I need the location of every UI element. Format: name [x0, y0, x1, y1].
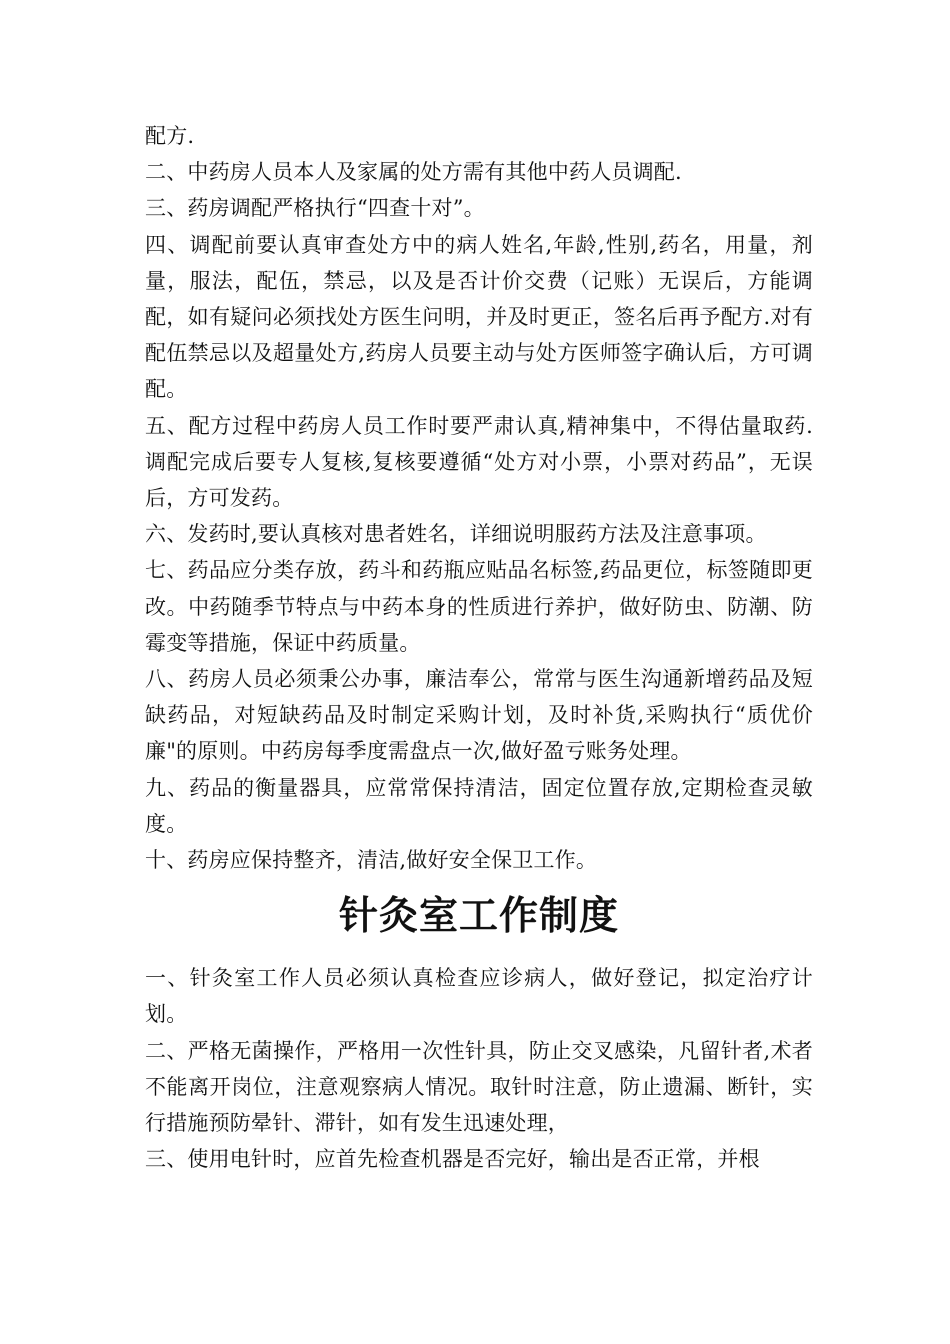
paragraph: 配方. — [145, 124, 195, 148]
paragraph: 三、使用电针时，应首先检查机器是否完好，输出是否正常，并根 — [145, 1147, 760, 1172]
pharmacy-rules-section — [145, 118, 813, 878]
acupuncture-rules-section — [145, 960, 813, 1177]
document-content — [145, 118, 813, 1177]
paragraph: 八、药房人员必须秉公办事，廉洁奉公，常常与医生沟通新增药品及短缺药品，对短缺药品及时制定采购计划，及时补货,采购执行“质优价廉"的原则。中药房每季度需盘点一次,做好盈亏账务处理。 — [145, 667, 813, 764]
paragraph: 九、药品的衡量器具，应常常保持清洁，固定位置存放,定期检查灵敏度。 — [145, 775, 813, 836]
section-title: 针灸室工作制度 — [338, 894, 619, 940]
paragraph: 四、调配前要认真审查处方中的病人姓名,年龄,性别,药名，用量，剂量，服法，配伍，禁忌，以及是否计价交费（记账）无误后，方能调配，如有疑问必须找处方医生问明，并及时更正，签名后再予配方.对有配伍禁忌以及超量处方,药房人员要主动与处方医师签字确认后，方可调配。 — [145, 232, 813, 402]
paragraph: 一、针灸室工作人员必须认真检查应诊病人，做好登记，拟定治疗计划。 — [145, 966, 813, 1027]
paragraph: 十、药房应保持整齐，清洁,做好安全保卫工作。 — [145, 848, 598, 873]
paragraph: 三、药房调配严格执行“四查十对”。 — [145, 196, 485, 221]
paragraph: 七、药品应分类存放，药斗和药瓶应贴品名标签,药品更位，标签随即更改。中药随季节特点与中药本身的性质进行养护，做好防虫、防潮、防霉变等措施，保证中药质量。 — [145, 558, 813, 655]
paragraph: 五、配方过程中药房人员工作时要严肃认真,精神集中，不得估量取药.调配完成后要专人复核,复核要遵循“处方对小票，小票对药品”，无误后，方可发药。 — [145, 413, 813, 511]
paragraph: 二、严格无菌操作，严格用一次性针具，防止交叉感染，凡留针者,术者不能离开岗位，注意观察病人情况。取针时注意，防止遗漏、断针，实行措施预防晕针、滞针，如有发生迅速处理， — [145, 1038, 813, 1136]
paragraph: 六、发药时,要认真核对患者姓名，详细说明服药方法及注意事项。 — [145, 522, 767, 547]
paragraph: 二、中药房人员本人及家属的处方需有其他中药人员调配. — [145, 160, 682, 185]
